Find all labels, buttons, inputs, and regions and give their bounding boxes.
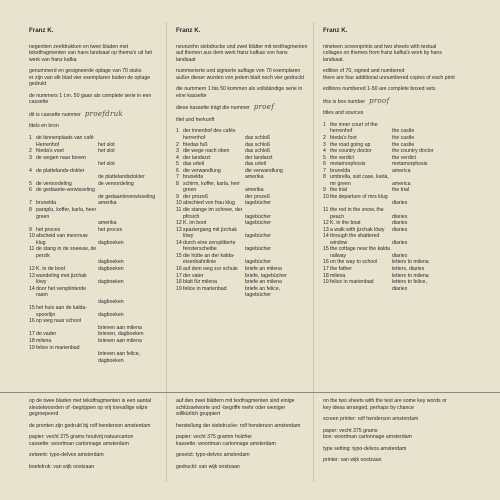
column-divider (166, 22, 167, 482)
language-column (323, 28, 455, 292)
item-title: brunelda (183, 174, 204, 181)
footer-line: on the two sheets with the text are some key words or key ideas arranged, perhaps by chance (323, 398, 447, 411)
list-item (323, 207, 455, 220)
item-source: dagboeken (98, 279, 124, 286)
list-item (29, 345, 161, 365)
item-number: 6 (323, 161, 326, 168)
item-title: auf dem weg zur schule (183, 265, 238, 272)
item-source: letters to felice, diaries (392, 279, 427, 292)
item-title: milena (36, 337, 52, 344)
item-source: diaries (392, 220, 408, 227)
item-source: amerika (245, 174, 264, 181)
item-number: 10 (29, 233, 35, 240)
section-heading: titels en bron (29, 123, 59, 130)
item-source: america (392, 180, 411, 187)
item-title: the cottage near the kalda railway (330, 246, 390, 259)
edition-text: genummerd en gesigneerde oplage van 70 stuks er zijn van elk blad vier exemplaren buiten de oplage gedrukt (29, 68, 151, 88)
list-item (29, 246, 161, 266)
column-title: Franz K. (176, 27, 201, 34)
item-title: a walk with jizchak löwy (330, 226, 385, 233)
item-title: K. in the boat (330, 220, 361, 227)
item-source: tagebücher (245, 213, 271, 220)
list-item (176, 181, 308, 194)
item-title: spaziergang mit jizchak löwy (183, 226, 237, 240)
colophon-footer (323, 398, 455, 469)
item-number: 13 (29, 272, 35, 279)
item-title: de gedaante-verwisseling (36, 187, 95, 194)
item-number: 14 (29, 285, 35, 292)
box-number-line (176, 104, 308, 112)
item-source: briefe an milena (245, 279, 282, 286)
item-source: the trial (392, 187, 410, 194)
item-title: felice in marienbad (330, 279, 374, 286)
item-title: the rod in the snow, the peach (330, 207, 384, 220)
footer-line: zetwerk: typo-delvos amsterdam (29, 452, 104, 459)
footer-line: papier: vecht 375 gramm holzfrei kassette: woortman cartonnage amsterdam (176, 434, 276, 447)
item-title: die verwandlung (183, 167, 221, 174)
footer-line: op de twee bladen met tekstfragmenten is een aantal sleutelwoorden of -begrippen op vrij toevallige wijze gegroepeerd (29, 398, 151, 418)
item-title: K. in de boot (36, 265, 66, 272)
item-number: 19 (323, 279, 329, 286)
item-number: 3 (29, 154, 32, 161)
item-number: 1 (323, 121, 326, 128)
item-source: the verdict (392, 154, 416, 161)
column-divider (313, 22, 314, 482)
section-heading: titel und herkunft (176, 116, 215, 123)
item-number: 9 (176, 193, 179, 200)
item-number: 8 (29, 207, 32, 214)
item-source: briefe an milena (245, 265, 282, 272)
language-column (176, 28, 308, 299)
item-number: 13 (323, 226, 329, 233)
footer-line: type setting: typo-delvos amsterdam (323, 445, 407, 452)
handwritten-mark: proof (369, 96, 390, 105)
item-source: the country doctor (392, 148, 434, 155)
item-source: das urteil (245, 161, 267, 168)
intro-text: negentien zeefdrukken en twee bladen met tekstfragmenten van hans landsaat op thema's uit het werk van franz kafka (29, 43, 152, 63)
item-number: 2 (176, 141, 179, 148)
item-number: 9 (323, 187, 326, 194)
item-source: letters to milena (392, 272, 429, 279)
item-title: durch eine zersplitterte fensterscheibe (183, 239, 236, 253)
item-title: het huis aan de kalda-spoorlijn (36, 305, 88, 318)
item-number: 10 (323, 193, 329, 200)
item-number: 15 (29, 305, 35, 312)
item-title: frieda's foot (330, 135, 357, 142)
list-item (176, 128, 308, 141)
item-title: wandeling met jizchak löwy (36, 272, 87, 286)
item-source: tagebücher (245, 259, 271, 266)
item-source: die verwandlung (245, 167, 283, 174)
item-source: de gedaanteverwisseling (98, 193, 156, 200)
item-title: brunelda (36, 200, 57, 207)
divider-rule (0, 392, 500, 393)
item-number: 10 (176, 200, 182, 207)
item-title: op weg naar school (36, 318, 81, 325)
list-item (29, 286, 161, 306)
item-title: der landarzt (183, 154, 211, 161)
item-title: the departure of mrs klug (330, 193, 388, 200)
intro-text: neunzehn siebdrucke und zwei blätter mit textfragmenten auf themen aus dem werk franz kafkas von hans landsaat (176, 43, 308, 63)
item-number: 16 (29, 318, 35, 325)
item-source: metamorphosis (392, 161, 428, 168)
item-number: 4 (29, 167, 32, 174)
item-number: 4 (323, 148, 326, 155)
item-number: 19 (176, 285, 182, 292)
handwritten-mark: proefdruk (84, 109, 123, 118)
item-number: 5 (323, 154, 326, 161)
item-source: america (392, 167, 411, 174)
item-title: der prozeß (183, 193, 209, 200)
list-item (29, 135, 161, 148)
item-source: amerika (245, 187, 264, 194)
item-title: the father (330, 265, 352, 272)
item-source: dagboeken (98, 298, 124, 305)
item-title: die wege nach oben (183, 148, 230, 155)
item-source: de veroordeling (98, 180, 134, 187)
list-item (29, 187, 161, 200)
item-number: 18 (176, 279, 182, 286)
item-number: 7 (323, 167, 326, 174)
item-title: de stang in de sneeuw, de perzik (36, 246, 97, 259)
item-title: on the way to school (330, 259, 378, 266)
item-title: through the shattered window (330, 233, 380, 246)
footer-line: boekdruk: van wijk oostzaan (29, 463, 95, 470)
list-item (323, 174, 455, 187)
item-source: dagboeken (98, 259, 124, 266)
item-source: diaries (392, 252, 408, 259)
item-number: 16 (176, 265, 182, 272)
list-item (29, 168, 161, 181)
titles-list (323, 122, 455, 292)
list-item (29, 155, 161, 168)
item-title: the trial (330, 187, 348, 194)
item-number: 3 (323, 141, 326, 148)
item-number: 3 (176, 148, 179, 155)
item-source: amerika (98, 220, 117, 227)
item-source: het slot (98, 141, 115, 148)
footer-line: papier: vecht 375 grams houtvrij natuurcarton cassette: woortman cartonnage amsterdam (29, 434, 134, 447)
item-number: 13 (176, 226, 182, 233)
item-title: the road going up (330, 141, 371, 148)
item-title: de wegen naar boven (36, 154, 86, 161)
list-item (323, 122, 455, 135)
item-source: der prozeß (245, 193, 271, 200)
item-source: briefe, tagebücher (245, 272, 287, 279)
item-source: brieven, dagboeken (98, 331, 144, 338)
item-source: tagebücher (245, 200, 271, 207)
item-source: the castle (392, 128, 415, 135)
item-title: der innenhof des cafés herrenhof (183, 128, 236, 142)
item-title: felice in marienbad (183, 285, 227, 292)
item-number: 11 (323, 207, 329, 214)
item-title: the inner court of the herrenhof (330, 121, 378, 135)
list-item (176, 240, 308, 253)
footer-line: herstellung der siebdrucke: rolf henderson amsterdam (176, 422, 301, 429)
item-number: 1 (29, 135, 32, 142)
item-source: brieven aan milena (98, 324, 142, 331)
item-number: 6 (176, 167, 179, 174)
column-title: Franz K. (29, 27, 54, 34)
list-item (176, 286, 308, 299)
item-source: letters, diaries (392, 265, 425, 272)
item-title: brunelda (330, 167, 351, 174)
item-number: 7 (29, 200, 32, 207)
item-number: 12 (176, 220, 182, 227)
item-source: briefe an felice, tagebücher (245, 285, 281, 299)
item-number: 5 (29, 180, 32, 187)
section-heading: titles and sources (323, 110, 364, 117)
list-item (29, 233, 161, 246)
box-number-label: dit is cassette nummer (29, 111, 81, 118)
box-number-line (323, 98, 455, 106)
colophon-footer (176, 398, 308, 475)
item-title: K. im boot (183, 220, 207, 227)
item-source: tagebücher (245, 233, 271, 240)
footer-line: screen printer: rolf henderson amsterdam (323, 416, 419, 423)
item-source: dagboeken (98, 265, 124, 272)
item-source: brieven aan felice, dagboeken (98, 351, 141, 364)
item-number: 6 (29, 187, 32, 194)
item-number: 17 (176, 272, 182, 279)
item-number: 16 (323, 259, 329, 266)
item-number: 18 (29, 337, 35, 344)
item-source: diaries (392, 226, 408, 233)
edition-text: edition of 70, signed and numbered there are four additional unnumbered copies of each print (323, 68, 455, 81)
item-title: paraplu, koffer, karla, heer green (36, 207, 97, 220)
list-item (29, 273, 161, 286)
series-text: editions numbered 1-50 are complete boxed sets (323, 86, 436, 93)
item-source: dagboeken (98, 311, 124, 318)
item-source: amerika (98, 200, 117, 207)
item-title: door het versplinterde raam (36, 285, 87, 299)
item-title: afscheid van mevrouw klug (36, 233, 88, 246)
item-source: de plattelandsdokter (98, 174, 145, 181)
item-source: diaries (392, 200, 408, 207)
item-source: het slot (98, 148, 115, 155)
item-title: de binnenplaats van café Herrenhof (36, 135, 94, 148)
item-number: 14 (323, 233, 329, 240)
series-text: die nummern 1 bis 50 kommen als vollständige serie in eine kassette (176, 86, 303, 99)
item-number: 7 (176, 174, 179, 181)
list-item (323, 246, 455, 259)
item-source: diaries (392, 213, 408, 220)
colophon-footer (29, 398, 161, 475)
list-item (323, 279, 455, 292)
item-source: dagboeken (98, 239, 124, 246)
item-number: 19 (29, 344, 35, 351)
item-source: brieven aan milena (98, 337, 142, 344)
item-source: het slot (98, 161, 115, 168)
intro-text: nineteen screenprints and two sheets with textual collages on themes from franz kafka's work by hans landsaat. (323, 43, 442, 63)
item-title: das urteil (183, 161, 205, 168)
list-item (176, 207, 308, 220)
item-title: umbrella, suit case, karla, mr green (330, 174, 389, 187)
item-title: metamorphosis (330, 161, 366, 168)
item-number: 8 (323, 174, 326, 181)
list-item (176, 227, 308, 240)
item-number: 17 (29, 331, 35, 338)
item-source: das schloß (245, 135, 271, 142)
item-title: the verdict (330, 154, 354, 161)
titles-list (29, 135, 161, 364)
footer-line: de prenten zijn gedrukt bij rolf henderson amsterdam (29, 422, 151, 429)
item-number: 5 (176, 161, 179, 168)
item-source: der landarzt (245, 154, 273, 161)
item-title: der vater (183, 272, 204, 279)
footer-line: printer: van wijk oostzaan (323, 457, 382, 464)
list-item (29, 305, 161, 318)
series-text: de nummers 1 t.m. 50 gaan als complete serie in een cassette (29, 92, 152, 106)
list-item (176, 253, 308, 266)
list-item (323, 194, 455, 207)
item-source: diaries (392, 239, 408, 246)
column-title: Franz K. (323, 27, 348, 34)
item-title: felice in marienbad (36, 344, 80, 351)
item-number: 1 (176, 128, 179, 135)
footer-line: gedruckt: van wijk oostzaan (176, 463, 240, 470)
item-title: frieda's voet (36, 148, 64, 155)
item-number: 2 (29, 148, 32, 155)
item-number: 8 (176, 180, 179, 187)
item-number: 18 (323, 272, 329, 279)
item-number: 11 (176, 207, 182, 214)
item-number: 15 (176, 252, 182, 259)
box-number-label: diese kassette trägt die nummer (176, 105, 250, 112)
footer-line: paper: vecht 375 grams box: woortman cartonnage amsterdam (323, 427, 412, 441)
box-number-line (29, 111, 161, 119)
titles-list (176, 128, 308, 298)
item-number: 17 (323, 265, 329, 272)
item-title: friedas fuß (183, 141, 208, 148)
item-source: das schloß (245, 148, 271, 155)
item-title: de plattelands-dokter (36, 167, 85, 174)
item-title: abschied von frau klug (183, 200, 235, 207)
item-number: 15 (323, 246, 329, 253)
footer-line: gesetzt: typo-delvos amsterdam (176, 452, 250, 459)
item-source: het proces (98, 226, 123, 233)
item-title: die stange im schnee, der pfirsich (183, 207, 243, 220)
box-number-label: this is box number (323, 98, 366, 105)
item-number: 12 (29, 265, 35, 272)
item-number: 12 (323, 220, 329, 227)
item-title: de veroordeling (36, 180, 72, 187)
item-title: milena (330, 272, 346, 279)
item-source: the castle (392, 141, 415, 148)
item-number: 4 (176, 154, 179, 161)
list-item (29, 207, 161, 227)
item-title: de vader (36, 331, 57, 338)
item-source: das schloß (245, 141, 271, 148)
list-item (29, 318, 161, 331)
item-source: tagebücher (245, 246, 271, 253)
footer-line: auf den zwei blättern mit textfragmenten sind einige schlüsselworte und -begriffe mehr oder weniger willkürlich gruppiert (176, 398, 295, 418)
item-source: tagebücher (245, 220, 271, 227)
item-title: het proces (36, 226, 61, 233)
item-source: letters to milena (392, 259, 429, 266)
edition-text: nummerierte und signierte auflage von 70 exemplaren außer dieser wurden von jedem blatt noch vier gedruckt (176, 68, 305, 81)
item-source: the castle (392, 135, 415, 142)
item-title: schirm, koffer, karla, herr green (183, 180, 240, 194)
language-column (29, 28, 161, 364)
item-number: 11 (29, 246, 35, 253)
handwritten-mark: proef (253, 103, 275, 112)
item-number: 9 (29, 226, 32, 233)
item-title: blatt für milena (183, 279, 218, 286)
list-item (323, 233, 455, 246)
item-title: die hütte an der kalda-eisenbahnlinie (183, 252, 235, 266)
item-title: the country doctor (330, 148, 372, 155)
item-number: 14 (176, 239, 182, 246)
item-number: 2 (323, 135, 326, 142)
